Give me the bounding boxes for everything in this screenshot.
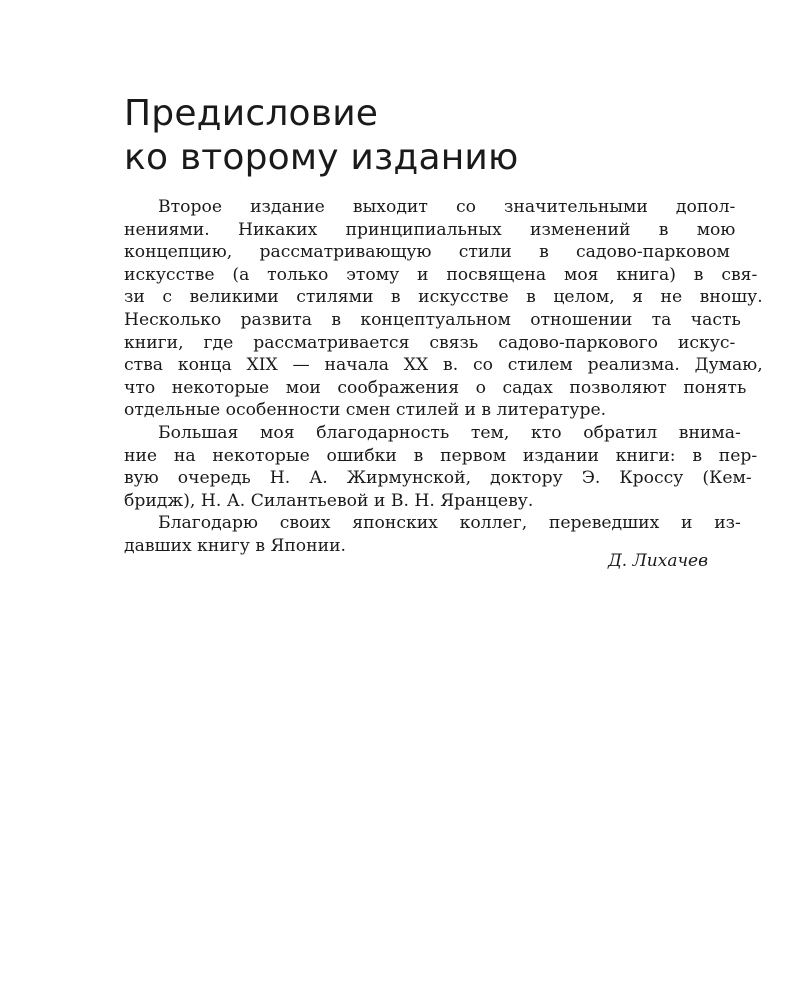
text-line: ние на некоторые ошибки в первом издании книги: в пер- [124,445,758,466]
text-line: книги, где рассматривается связь садово-паркового искус- [124,332,736,353]
text-line: Второе издание выходит со значительными допол- [158,197,736,217]
text-line: концепцию, рассматривающую стили в садово-парковом [124,242,730,263]
title-line-1: Предисловие [124,93,379,134]
text-line: ства конца XIX — начала XX в. со стилем реализма. Думаю, [124,355,763,376]
page-title [124,92,724,180]
text-line: нениями. Никаких принципиальных изменений в мою [124,219,736,240]
text-line: что некоторые мои соображения о садах позволяют понять [124,377,747,398]
text-line: бридж), Н. А. Силантьевой и В. Н. Яранцеву. [124,490,534,511]
text-line: Большая моя благодарность тем, кто обратил внима- [158,422,741,443]
text-line: Несколько развита в концептуальном отношении та часть [124,309,741,330]
preface-body [124,196,763,558]
text-line: искусстве (а только этому и посвящена моя книга) в свя- [124,264,758,285]
text-line: вую очередь Н. А. Жирмунской, доктору Э. Кроссу (Кем- [124,468,752,489]
text-line: отдельные особенности смен стилей и в литературе. [124,400,607,421]
text-line: давших книгу в Японии. [124,535,346,556]
title-line-2: ко второму изданию [124,137,519,178]
text-line: Благодарю своих японских коллег, переведших и из- [158,513,741,534]
text-line: зи с великими стилями в искусстве в целом, я не вношу. [124,287,763,308]
author-signature: Д. Лихачев [607,551,708,571]
